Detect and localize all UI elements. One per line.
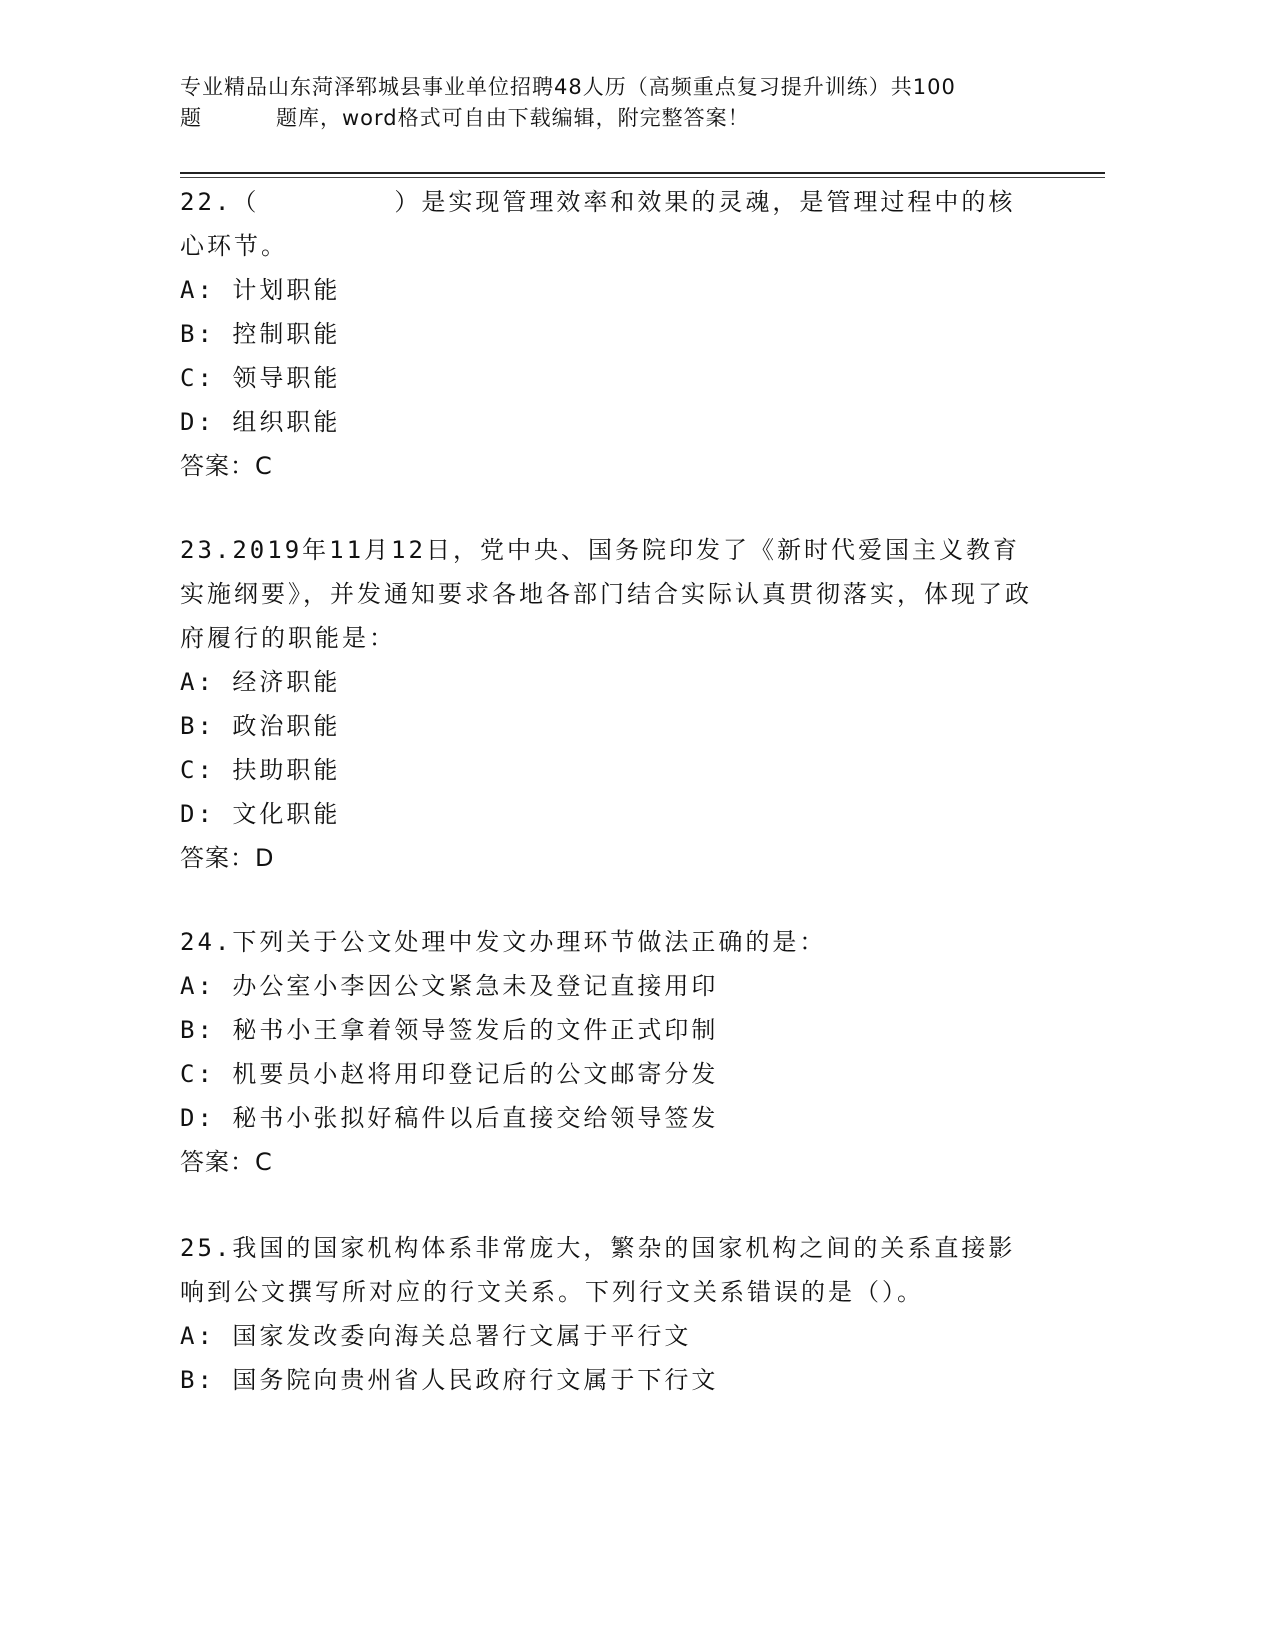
option-b: B: 控制职能 xyxy=(180,320,341,348)
header-line-2 xyxy=(180,103,1040,134)
option-c: C: 机要员小赵将用印登记后的公文邮寄分发 xyxy=(180,1060,719,1088)
header-line-1: 专业精品山东菏泽郓城县事业单位招聘48人历（高频重点复习提升训练）共100 xyxy=(180,75,956,99)
question-stem: 24.下列关于公文处理中发文办理环节做法正确的是： xyxy=(180,928,827,956)
header-divider-thick xyxy=(180,172,1105,174)
option-b: B: 政治职能 xyxy=(180,712,341,740)
question-25 xyxy=(180,1226,1040,1402)
answer-line xyxy=(180,444,1040,488)
question-stem: 25.我国的国家机构体系非常庞大，繁杂的国家机构之间的关系直接影响到公文撰写所对应的行文关系。下列行文关系错误的是（）。 xyxy=(180,1234,1016,1306)
question-23 xyxy=(180,528,1040,880)
question-22 xyxy=(180,180,1040,488)
question-24 xyxy=(180,920,1040,1184)
answer-value: C xyxy=(255,452,273,480)
question-stem: 22.（ ）是实现管理效率和效果的灵魂，是管理过程中的核心环节。 xyxy=(180,188,1016,260)
answer-line xyxy=(180,1140,1040,1184)
option-a: A: 计划职能 xyxy=(180,276,341,304)
option-d: D: 文化职能 xyxy=(180,800,341,828)
option-a: A: 办公室小李因公文紧急未及登记直接用印 xyxy=(180,972,719,1000)
question-stem: 23.2019年11月12日，党中央、国务院印发了《新时代爱国主义教育实施纲要》，并发通知要求各地各部门结合实际认真贯彻落实，体现了政府履行的职能是： xyxy=(180,536,1032,652)
answer-value: C xyxy=(255,1148,273,1176)
answer-label: 答案： xyxy=(180,844,255,872)
option-c: C: 扶助职能 xyxy=(180,756,341,784)
header-divider-thin xyxy=(180,177,1105,178)
option-d: D: 组织职能 xyxy=(180,408,341,436)
option-d: D: 秘书小张拟好稿件以后直接交给领导签发 xyxy=(180,1104,719,1132)
option-b: B: 国务院向贵州省人民政府行文属于下行文 xyxy=(180,1366,719,1394)
answer-value: D xyxy=(255,844,275,872)
option-a: A: 国家发改委向海关总署行文属于平行文 xyxy=(180,1322,692,1350)
header-line-2-text: 题库，word格式可自由下载编辑，附完整答案！ xyxy=(276,106,750,130)
option-a: A: 经济职能 xyxy=(180,668,341,696)
document-header xyxy=(180,72,1040,134)
answer-line xyxy=(180,836,1040,880)
option-c: C: 领导职能 xyxy=(180,364,341,392)
answer-label: 答案： xyxy=(180,452,255,480)
answer-label: 答案： xyxy=(180,1148,255,1176)
header-line-2-lead: 题 xyxy=(180,106,202,130)
option-b: B: 秘书小王拿着领导签发后的文件正式印制 xyxy=(180,1016,719,1044)
